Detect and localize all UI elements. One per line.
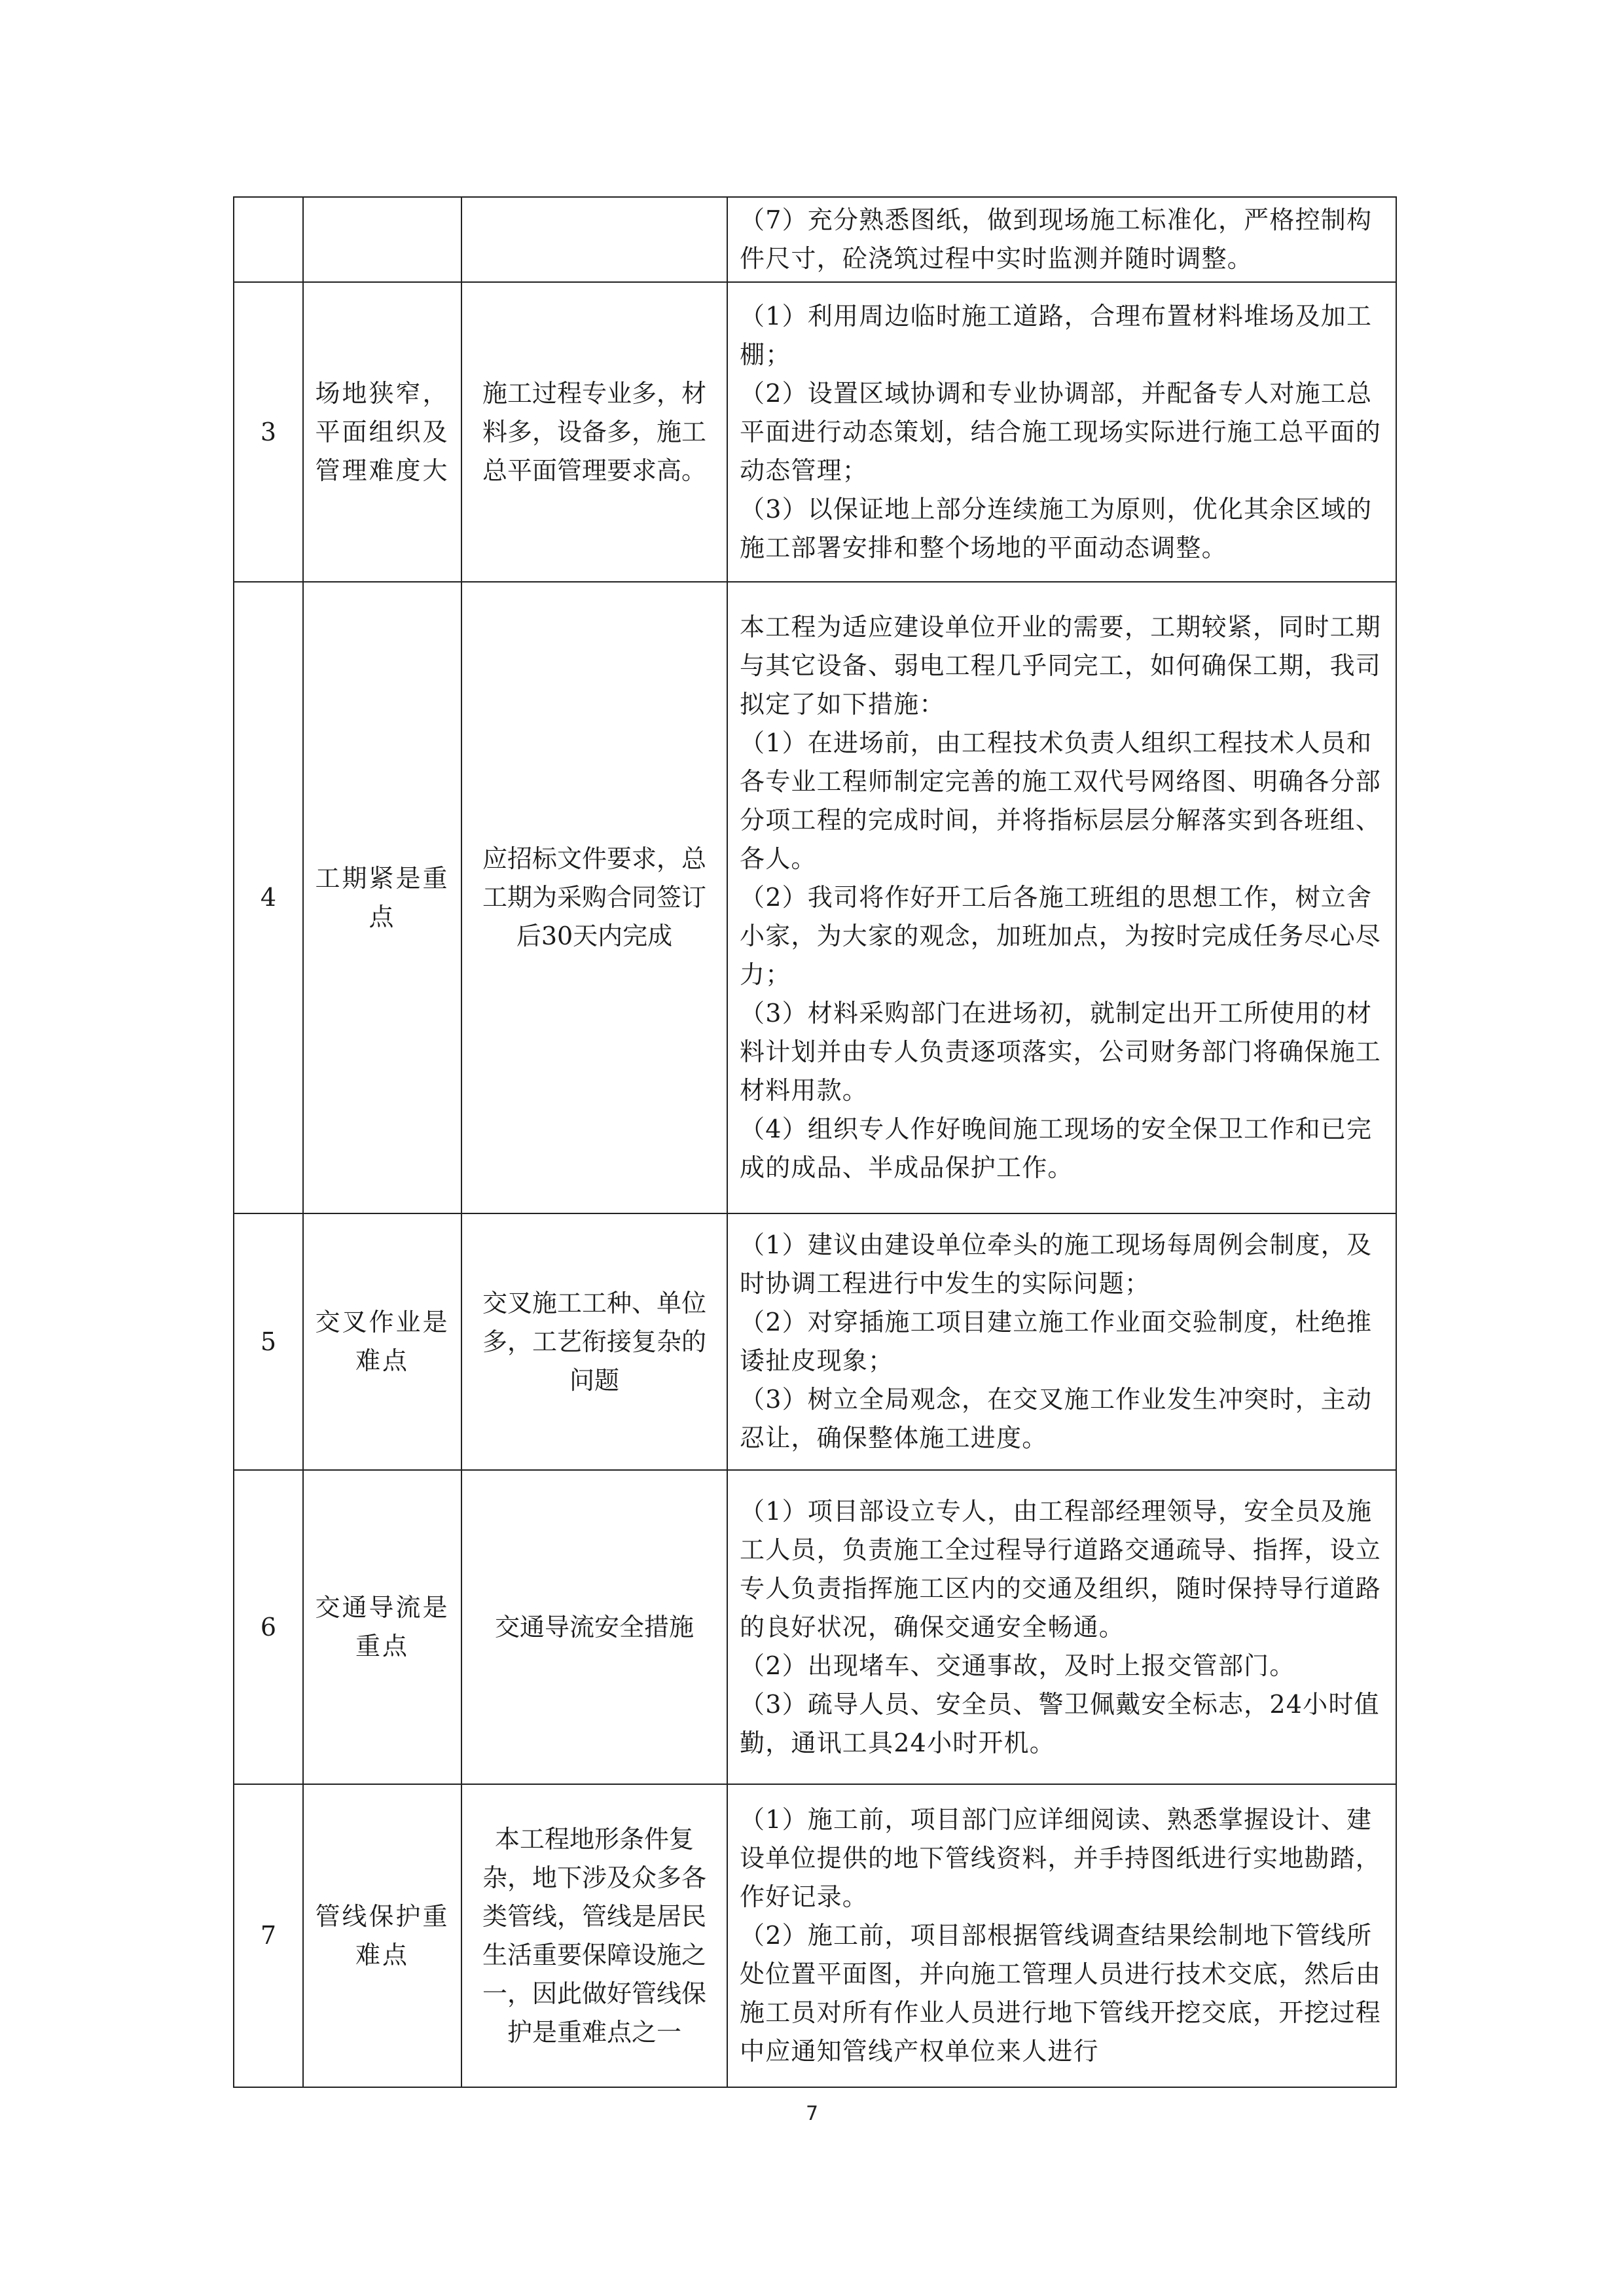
row-measures xyxy=(727,1213,1396,1470)
row-reason: 应招标文件要求，总工期为采购合同签订后30天内完成 xyxy=(461,582,727,1213)
row-item: 交通导流是重点 xyxy=(303,1470,461,1784)
measure-item: （4）组织专人作好晚间施工现场的安全保卫工作和已完成的成品、半成品保护工作。 xyxy=(740,1115,1373,1182)
row-item: 管线保护重难点 xyxy=(303,1784,461,2087)
row-reason: 交通导流安全措施 xyxy=(461,1470,727,1784)
measure-item: （1）项目部设立专人，由工程部经理领导，安全员及施工人员，负责施工全过程导行道路交通疏导、指挥，设立专人负责指挥施工区内的交通及组织，随时保持导行道路的良好状况，确保交通安全畅通。 xyxy=(740,1496,1382,1641)
row-measures xyxy=(727,1470,1396,1784)
row-reason: 交叉施工工种、单位多，工艺衔接复杂的问题 xyxy=(461,1213,727,1470)
row-index: 5 xyxy=(234,1213,303,1470)
page-number: 7 xyxy=(805,2102,819,2125)
row-item: 工期紧是重点 xyxy=(303,582,461,1213)
row-reason: 本工程地形条件复杂，地下涉及众多各类管线，管线是居民生活重要保障设施之一，因此做好管线保护是重难点之一 xyxy=(461,1784,727,2087)
measure-item: （2）设置区域协调和专业协调部，并配备专人对施工总平面进行动态策划，结合施工现场实际进行施工总平面的动态管理； xyxy=(740,378,1382,485)
measure-item: （1）建议由建设单位牵头的施工现场每周例会制度，及时协调工程进行中发生的实际问题； xyxy=(740,1230,1373,1298)
measure-item: （3）疏导人员、安全员、警卫佩戴安全标志，24小时值勤，通讯工具24小时开机。 xyxy=(740,1689,1380,1757)
table-row xyxy=(234,197,1396,282)
measure-item: （3）以保证地上部分连续施工为原则，优化其余区域的施工部署安排和整个场地的平面动态调整。 xyxy=(740,494,1373,562)
row-item: 场地狭窄，平面组织及管理难度大 xyxy=(303,282,461,582)
measure-item: 本工程为适应建设单位开业的需要，工期较紧，同时工期与其它设备、弱电工程几乎同完工，如何确保工期，我司拟定了如下措施： xyxy=(740,613,1382,719)
measure-item: （1）施工前，项目部门应详细阅读、熟悉掌握设计、建设单位提供的地下管线资料，并手持图纸进行实地勘踏，作好记录。 xyxy=(740,1805,1382,1911)
table-row xyxy=(234,1784,1396,2087)
measure-item: （3）材料采购部门在进场初，就制定出开工所使用的材料计划并由专人负责逐项落实，公司财务部门将确保施工材料用款。 xyxy=(740,999,1382,1105)
table-row xyxy=(234,282,1396,582)
measures-table xyxy=(233,196,1397,2088)
measure-item: （1）利用周边临时施工道路，合理布置材料堆场及加工棚； xyxy=(740,301,1373,369)
table-row xyxy=(234,1213,1396,1470)
row-measures xyxy=(727,282,1396,582)
measure-item: （2）我司将作好开工后各施工班组的思想工作，树立舍小家，为大家的观念，加班加点，为按时完成任务尽心尽力； xyxy=(740,883,1382,989)
row-index: 4 xyxy=(234,582,303,1213)
row-reason: 施工过程专业多，材料多，设备多，施工总平面管理要求高。 xyxy=(461,282,727,582)
measure-item: （1）在进场前，由工程技术负责人组织工程技术人员和各专业工程师制定完善的施工双代号网络图、明确各分部分项工程的完成时间，并将指标层层分解落实到各班组、各人。 xyxy=(740,728,1382,873)
measure-item: （2）施工前，项目部根据管线调查结果绘制地下管线所处位置平面图，并向施工管理人员进行技术交底，然后由施工员对所有作业人员进行地下管线开挖交底，开挖过程中应通知管线产权单位来人进行 xyxy=(740,1921,1382,2066)
row-reason xyxy=(461,197,727,282)
measure-item: （2）对穿插施工项目建立施工作业面交验制度，杜绝推诿扯皮现象； xyxy=(740,1308,1373,1375)
row-index: 7 xyxy=(234,1784,303,2087)
row-measures xyxy=(727,582,1396,1213)
measure-item: （7）充分熟悉图纸，做到现场施工标准化，严格控制构件尺寸，砼浇筑过程中实时监测并随时调整。 xyxy=(740,206,1373,273)
row-index: 6 xyxy=(234,1470,303,1784)
measure-item: （3）树立全局观念，在交叉施工作业发生冲突时，主动忍让，确保整体施工进度。 xyxy=(740,1385,1373,1452)
row-measures xyxy=(727,197,1396,282)
row-item xyxy=(303,197,461,282)
row-item: 交叉作业是难点 xyxy=(303,1213,461,1470)
row-index xyxy=(234,197,303,282)
row-index: 3 xyxy=(234,282,303,582)
table-row xyxy=(234,1470,1396,1784)
row-measures xyxy=(727,1784,1396,2087)
measure-item: （2）出现堵车、交通事故，及时上报交管部门。 xyxy=(740,1651,1295,1680)
table-row xyxy=(234,582,1396,1213)
